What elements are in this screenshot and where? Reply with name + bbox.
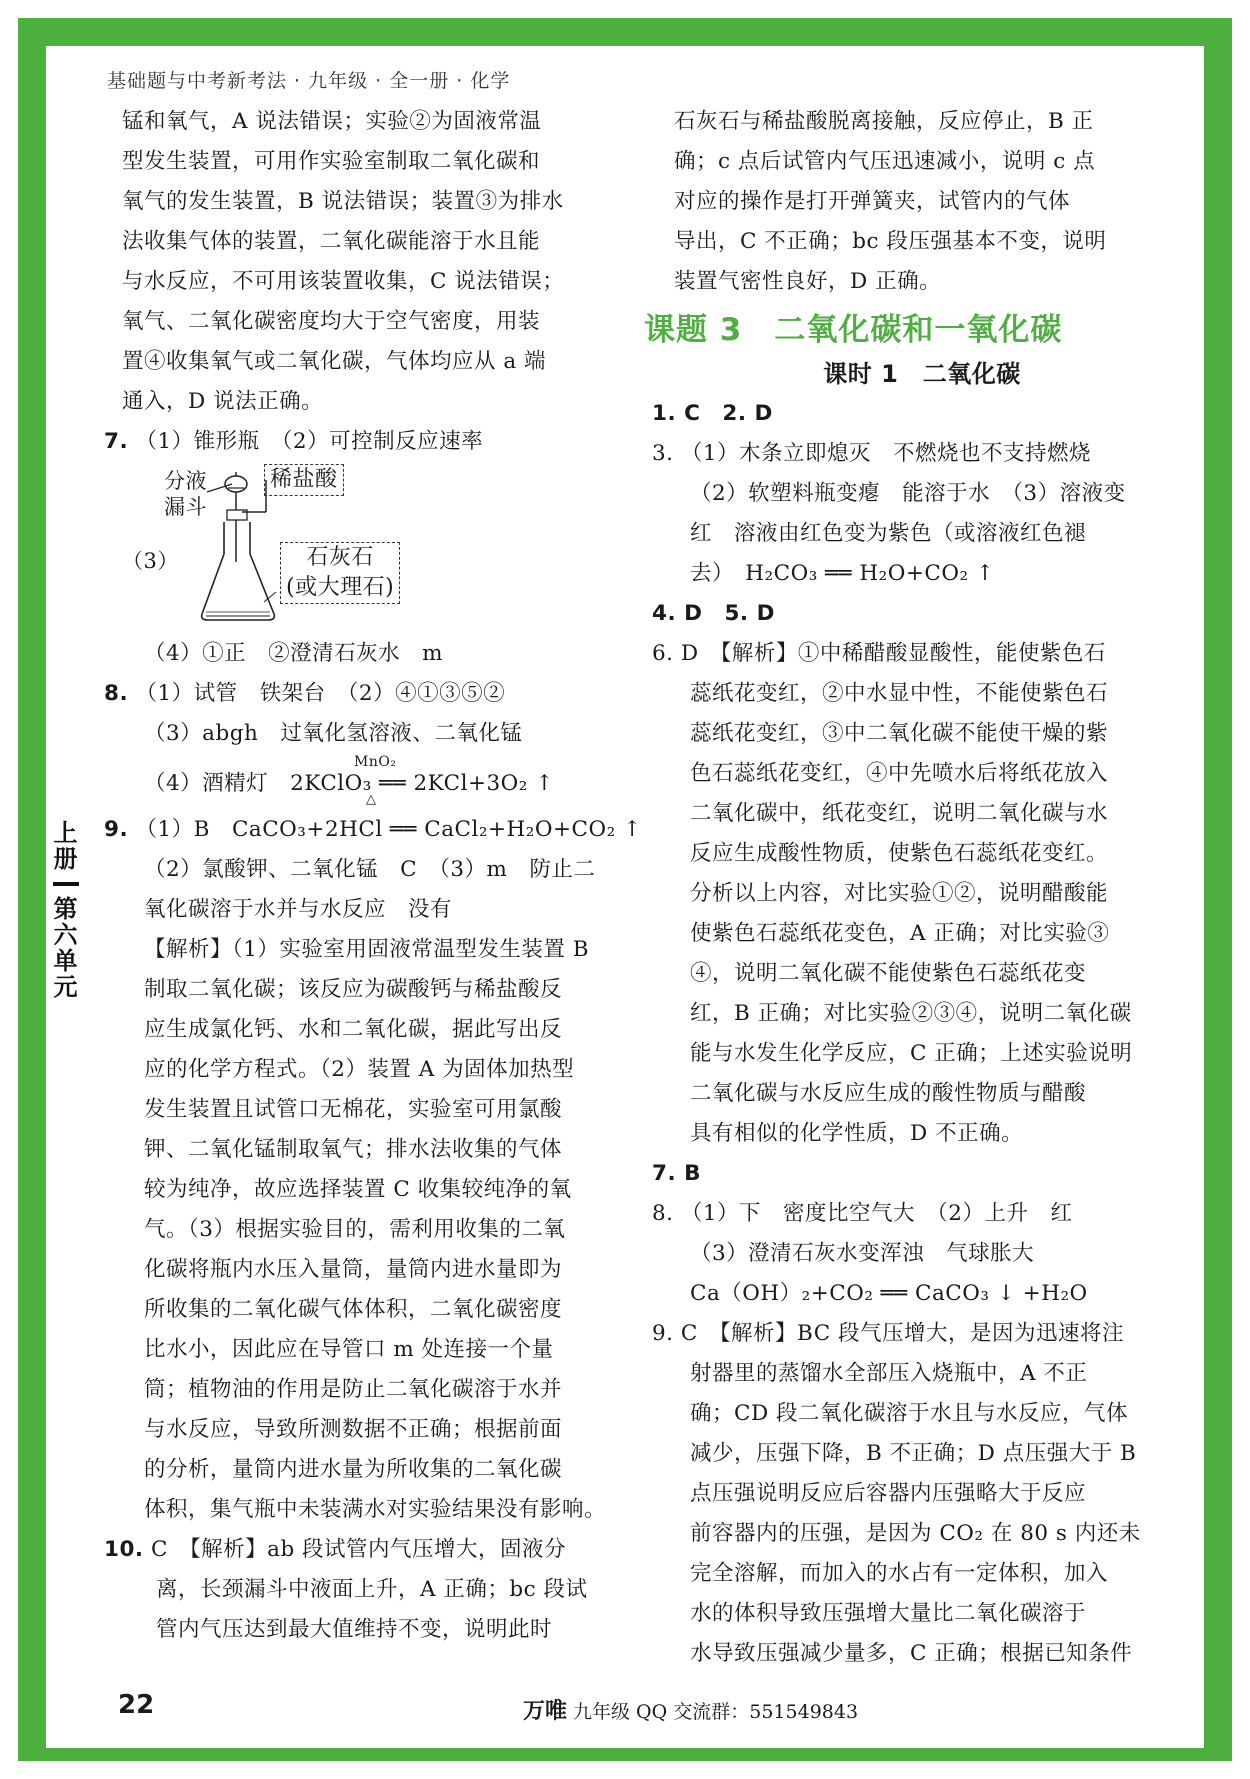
brand-logo: 万唯 — [523, 1699, 568, 1724]
question-number: 8. — [104, 681, 129, 706]
answer-line: 去） H₂CO₃ ══ H₂O+CO₂ ↑ — [690, 561, 995, 586]
answer-line: 4. D 5. D — [652, 601, 775, 626]
text-line: 装置气密性良好，D 正确。 — [674, 269, 942, 294]
continued-block — [652, 102, 1172, 302]
question-8 — [104, 674, 624, 807]
answer-line: 红，B 正确；对比实验②③④，说明二氧化碳 — [690, 1001, 1132, 1026]
right-column — [644, 102, 1172, 1674]
question-number: 7. — [104, 429, 129, 454]
text-line: 应生成氯化钙、水和二氧化碳，据此写出反 — [144, 1017, 563, 1042]
answer-line: Ca（OH）₂+CO₂ ══ CaCO₃ ↓ +H₂O — [690, 1281, 1088, 1306]
text-line: 与水反应，导致所测数据不正确；根据前面 — [144, 1417, 563, 1442]
answer-line: 9. C 【解析】BC 段气压增大，是因为迅速将注 — [652, 1321, 1125, 1346]
text-line: （2）氯酸钾、二氧化锰 C （3）m 防止二 — [144, 857, 596, 882]
side-divider — [53, 882, 79, 886]
intro-block — [104, 102, 624, 422]
answer-list — [652, 394, 1172, 1674]
text-line: 导出，C 不正确；bc 段压强基本不变，说明 — [674, 229, 1107, 254]
text-line: 离，长颈漏斗中液面上升，A 正确；bc 段试 — [156, 1577, 588, 1602]
text-line: 锰和氧气，A 说法错误；实验②为固液常温 — [122, 109, 542, 134]
answer-line: 射器里的蒸馏水全部压入烧瓶中，A 不正 — [690, 1361, 1088, 1386]
answer-line: 蕊纸花变红，③中二氧化碳不能使干燥的紫 — [690, 721, 1109, 746]
frame-top — [18, 18, 1232, 46]
diagram-part-label: （3） — [122, 549, 179, 573]
answer-line: 7. B — [652, 1161, 701, 1186]
answer-line: 蕊纸花变红，②中水显中性，不能使紫色石 — [690, 681, 1109, 706]
answer-line: 确；CD 段二氧化碳溶于水且与水反应，气体 — [690, 1401, 1129, 1426]
text-line: 比水小，因此应在导管口 m 处连接一个量 — [144, 1337, 554, 1362]
text-line: 的分析，量筒内进水量为所收集的二氧化碳 — [144, 1457, 563, 1482]
answer-line: 色石蕊纸花变红，④中先喷水后将纸花放入 — [690, 761, 1109, 786]
question-9 — [104, 810, 642, 1530]
side-unit: 第六单元 — [49, 896, 77, 1000]
text-line: 所收集的二氧化碳气体体积，二氧化碳密度 — [144, 1297, 563, 1322]
answer-line: 具有相似的化学性质，D 不正确。 — [690, 1121, 1024, 1146]
text-line: 较为纯净，故应选择装置 C 收集较纯净的氧 — [144, 1177, 572, 1202]
side-volume: 上册 — [49, 820, 77, 872]
text-line: 体积，集气瓶中未装满水对实验结果没有影响。 — [144, 1497, 607, 1522]
text-line: 通入，D 说法正确。 — [122, 389, 324, 414]
funnel-label: 漏斗 — [164, 495, 207, 519]
answer-line: 1. C 2. D — [652, 401, 773, 426]
answer-line: 8. （1）下 密度比空气大 （2）上升 红 — [652, 1201, 1073, 1226]
text-line: 氧气的发生装置，B 说法错误；装置③为排水 — [122, 189, 564, 214]
answer-line: 水的体积导致压强增大量比二氧化碳溶于 — [690, 1601, 1087, 1626]
text-line: 化碳将瓶内水压入量筒，量筒内进水量即为 — [144, 1257, 563, 1282]
question-7 — [104, 422, 624, 674]
answer-line: 二氧化碳与水反应生成的酸性物质与醋酸 — [690, 1081, 1087, 1106]
answer-line: （3）澄清石灰水变浑浊 气球胀大 — [690, 1241, 1035, 1266]
answer-line: 前容器内的压强，是因为 CO₂ 在 80 s 内还未 — [690, 1521, 1141, 1546]
apparatus-diagram — [104, 462, 624, 634]
answer-line: 减少，压强下降，B 不正确；D 点压强大于 B — [690, 1441, 1137, 1466]
answer-line: ④，说明二氧化碳不能使紫色石蕊纸花变 — [690, 961, 1087, 986]
question-number: 10. — [104, 1537, 144, 1562]
text-line: 气。（3）根据实验目的，需利用收集的二氧 — [144, 1217, 566, 1242]
question-10 — [104, 1530, 624, 1650]
label-box-stone — [280, 542, 400, 604]
answer-line: 红 溶液由红色变为紫色（或溶液红色褪 — [690, 521, 1087, 546]
frame-left — [18, 18, 46, 1761]
answer-line: 二氧化碳中，纸花变红，说明二氧化碳与水 — [690, 801, 1109, 826]
answer-line: 分析以上内容，对比实验①②，说明醋酸能 — [690, 881, 1109, 906]
equation-line — [104, 754, 624, 807]
frame-right — [1204, 18, 1232, 1761]
text-line: 制取二氧化碳；该反应为碳酸钙与稀盐酸反 — [144, 977, 563, 1002]
text-line: 法收集气体的装置，二氧化碳能溶于水且能 — [122, 229, 541, 254]
answer-line: 水导致压强减少量多，C 正确；根据已知条件 — [690, 1641, 1133, 1666]
text-line: （1）锥形瓶 （2）可控制反应速率 — [135, 429, 484, 454]
answer-line: 点压强说明反应后容器内压强略大于反应 — [690, 1481, 1087, 1506]
text-line: （1）B CaCO₃+2HCl ══ CaCl₂+H₂O+CO₂ ↑ — [135, 817, 642, 842]
text-line: 筒；植物油的作用是防止二氧化碳溶于水并 — [144, 1377, 563, 1402]
topic-title: 课题 3 二氧化碳和一氧化碳 — [644, 312, 1063, 348]
text-line: 石灰石与稀盐酸脱离接触，反应停止，B 正 — [674, 109, 1094, 134]
question-number: 9. — [104, 817, 129, 842]
text-line: 置④收集氧气或二氧化碳，气体均应从 a 端 — [122, 349, 546, 374]
answer-line: 6. D 【解析】①中稀醋酸显酸性，能使紫色石 — [652, 641, 1106, 666]
heat-symbol: △ — [366, 792, 377, 807]
catalyst-label: MnO₂ — [354, 754, 397, 770]
page-header: 基础题与中考新考法 · 九年级 · 全一册 · 化学 — [107, 70, 511, 92]
answer-line: 能与水发生化学反应，C 正确；上述实验说明 — [690, 1041, 1133, 1066]
text-line: （3）abgh 过氧化氢溶液、二氧化锰 — [144, 721, 523, 746]
lesson-title: 课时 1 二氧化碳 — [823, 360, 1021, 388]
page-number: 22 — [118, 1690, 155, 1720]
answer-line: （2）软塑料瓶变瘪 能溶于水 （3）溶液变 — [690, 481, 1126, 506]
side-tab — [46, 820, 86, 1000]
label-line: 石灰石 — [306, 545, 374, 570]
text-line: 应的化学方程式。（2）装置 A 为固体加热型 — [144, 1057, 575, 1082]
answer-line: 反应生成酸性物质，使紫色石蕊纸花变红。 — [690, 841, 1109, 866]
text-line: （1）试管 铁架台 （2）④①③⑤② — [135, 681, 506, 706]
text-line: （4）①正 ②澄清石灰水 m — [144, 641, 444, 666]
footer-text: 九年级 QQ 交流群：551549843 — [573, 1701, 859, 1723]
funnel-label: 分液 — [164, 469, 207, 493]
label-box-acid: 稀盐酸 — [264, 464, 344, 496]
text-line: 氧化碳溶于水并与水反应 没有 — [144, 897, 453, 922]
text-line: （4）酒精灯 2KClO₃ ══ 2KCl+3O₂ ↑ — [144, 771, 554, 796]
text-line: 钾、二氧化锰制取氧气；排水法收集的气体 — [144, 1137, 563, 1162]
frame-bottom — [18, 1748, 1232, 1761]
text-line: 对应的操作是打开弹簧夹，试管内的气体 — [674, 189, 1071, 214]
text-line: 【解析】（1）实验室用固液常温型发生装置 B — [144, 937, 590, 962]
answer-line: 3. （1）木条立即熄灭 不燃烧也不支持燃烧 — [652, 441, 1092, 466]
text-line: 管内气压达到最大值维持不变，说明此时 — [156, 1617, 553, 1642]
page-footer — [523, 1694, 858, 1725]
text-line: 与水反应，不可用该装置收集，C 说法错误； — [122, 269, 565, 294]
label-line: (或大理石) — [286, 575, 395, 600]
text-line: C 【解析】ab 段试管内气压增大，固液分 — [150, 1537, 567, 1562]
text-line: 型发生装置，可用作实验室制取二氧化碳和 — [122, 149, 541, 174]
text-line: 确；c 点后试管内气压迅速减小，说明 c 点 — [674, 149, 1096, 174]
text-line: 氧气、二氧化碳密度均大于空气密度，用装 — [122, 309, 541, 334]
answer-line: 使紫色石蕊纸花变色，A 正确；对比实验③ — [690, 921, 1110, 946]
text-line: 发生装置且试管口无棉花，实验室可用氯酸 — [144, 1097, 563, 1122]
answer-line: 完全溶解，而加入的水占有一定体积，加入 — [690, 1561, 1109, 1586]
left-column — [104, 102, 642, 1650]
